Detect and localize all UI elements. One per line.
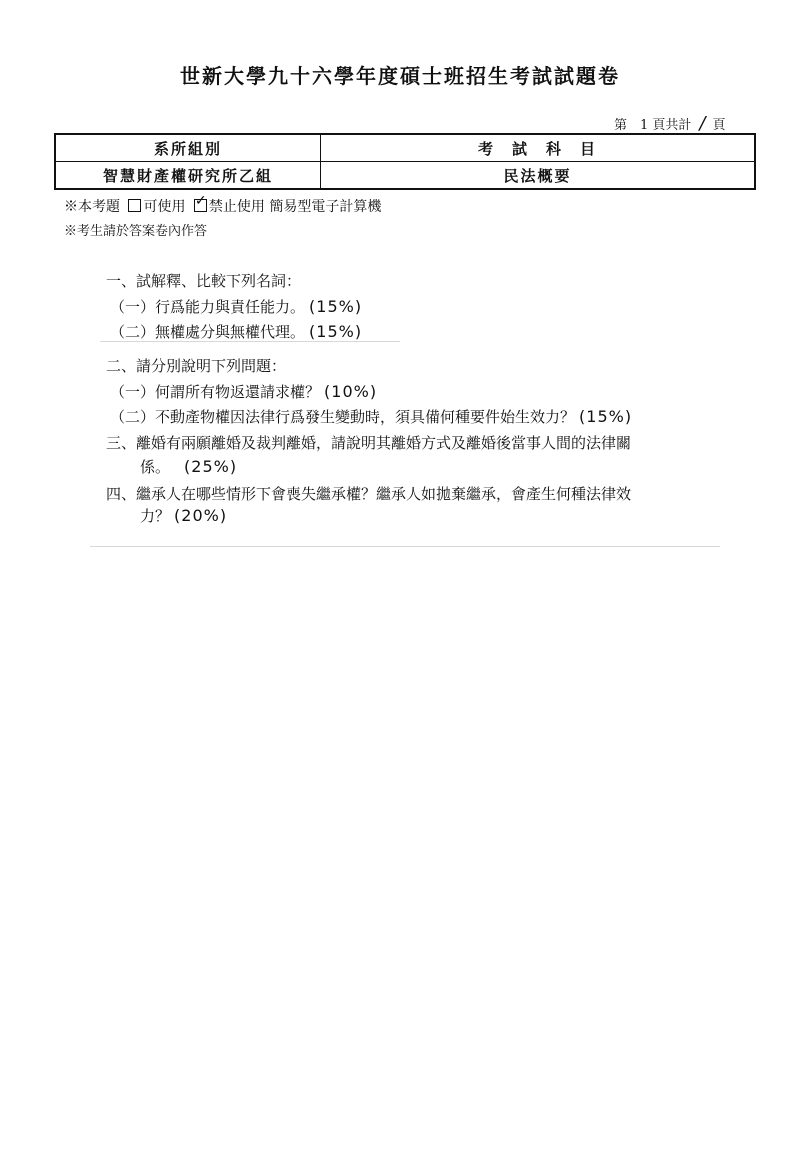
calculator-prefix: ※本考題: [64, 199, 120, 215]
divider-line: [100, 341, 400, 342]
subject-header: 考 試 科 目: [321, 134, 756, 162]
score-handwritten: (10%): [324, 382, 378, 401]
score-handwritten: (15%): [309, 322, 363, 341]
score-handwritten: (20%): [174, 506, 228, 525]
page-total-handwritten: /: [699, 113, 707, 134]
dept-header: 系所組別: [55, 134, 321, 162]
info-value-row: [55, 162, 755, 190]
question-text: （二）無權處分與無權代理。: [110, 323, 306, 341]
allowed-checkbox: [128, 199, 141, 212]
info-header-row: [55, 134, 755, 162]
dept-value: 智慧財產權研究所乙組: [55, 162, 321, 190]
divider-line: [90, 546, 720, 547]
question-4-line-2: [140, 505, 227, 526]
question-text: （二）不動產物權因法律行爲發生變動時，須具備何種要件始生效力？: [110, 408, 576, 426]
exam-title: 世新大學九十六學年度碩士班招生考試試題卷: [180, 64, 620, 88]
question-text: 係。: [140, 458, 171, 476]
question-1-heading: 一、試解釋、比較下列名詞：: [106, 272, 302, 290]
calculator-suffix: 簡易型電子計算機: [269, 199, 382, 215]
question-2-heading: 二、請分別說明下列問題：: [106, 357, 287, 375]
exam-info-table: [54, 133, 756, 190]
question-text: （一）行爲能力與責任能力。: [110, 298, 306, 316]
allowed-label: 可使用: [143, 199, 186, 215]
forbidden-checkbox: [194, 193, 207, 212]
page-count: [614, 113, 726, 134]
question-text: 力？: [140, 507, 171, 525]
score-handwritten: (15%): [579, 407, 633, 426]
calculator-notice: [64, 193, 382, 216]
question-2-item-2: [110, 406, 632, 427]
subject-value: 民法概要: [321, 162, 756, 190]
page-label-suffix: 頁: [712, 118, 726, 133]
question-3-line-2: [140, 456, 237, 477]
score-handwritten: (15%): [309, 297, 363, 316]
answer-note: ※考生請於答案卷內作答: [64, 224, 208, 239]
question-3-line-1: 三、離婚有兩願離婚及裁判離婚，請說明其離婚方式及離婚後當事人間的法律關: [106, 434, 632, 452]
checkmark-icon: ✓: [194, 193, 207, 209]
forbidden-label: 禁止使用: [208, 199, 265, 215]
question-text: （一）何謂所有物返還請求權？: [110, 383, 321, 401]
question-2-item-1: [110, 381, 377, 402]
score-handwritten: (25%): [184, 457, 238, 476]
question-1-item-1: [110, 296, 362, 317]
question-1-item-2: [110, 321, 362, 342]
question-4-line-1: 四、繼承人在哪些情形下會喪失繼承權？繼承人如拋棄繼承，會產生何種法律效: [106, 485, 632, 503]
page-label-prefix: 第 1 頁共計: [614, 118, 692, 133]
